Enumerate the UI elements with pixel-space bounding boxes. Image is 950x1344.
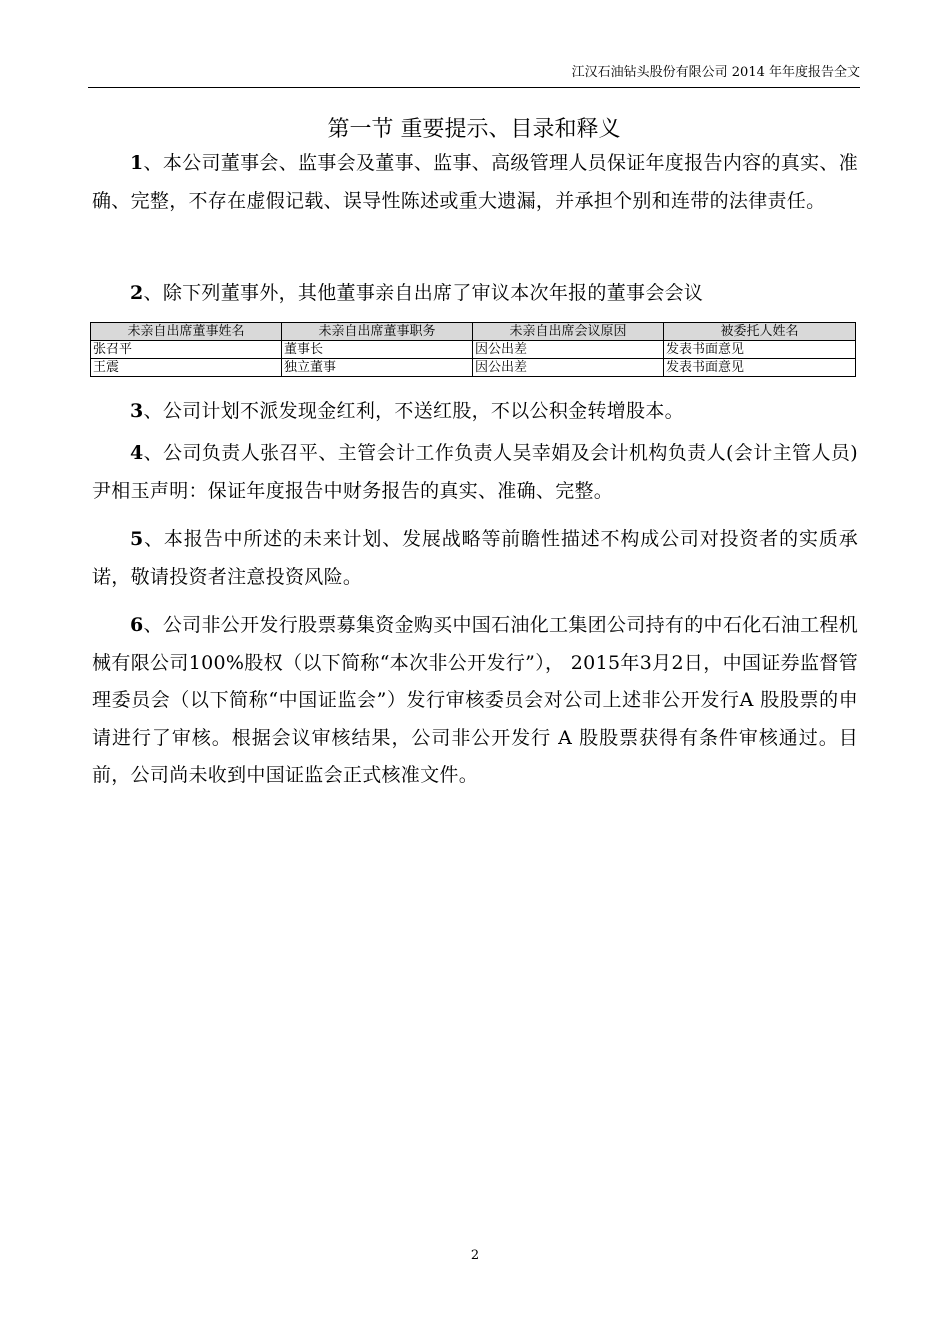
paragraph-number: 3 (130, 400, 144, 422)
column-header: 被委托人姓名 (664, 323, 856, 341)
paragraph-text: 、本公司董事会、监事会及董事、监事、高级管理人员保证年度报告内容的真实、准确、完整，不存在虚假记载、误导性陈述或重大遗漏，并承担个别和连带的法律责任。 (92, 152, 858, 212)
paragraph-1 (92, 145, 858, 220)
paragraph-2 (92, 275, 858, 313)
paragraph-4 (92, 435, 858, 510)
table-header-row (91, 323, 856, 341)
column-header: 未亲自出席董事职务 (282, 323, 473, 341)
table-cell: 独立董事 (282, 359, 473, 377)
table-cell: 张召平 (91, 341, 282, 359)
page-number: 2 (470, 1248, 480, 1263)
paragraph-text: 、公司非公开发行股票募集资金购买中国石油化工集团公司持有的中石化石油工程机械有限公司100%股权（以下简称“本次非公开发行”）， 2015年3月2日，中国证券监督管理委员会（以下简称“中国证监会”）发行审核委员会对公司上述非公开发行A 股股票的申请进行了审核。根据会议审核结果，公司非公开发行 A 股股票获得有条件审核通过。目前，公司尚未收到中国证监会正式核准文件。 (92, 614, 858, 786)
table-cell: 发表书面意见 (664, 341, 856, 359)
paragraph-number: 6 (130, 614, 144, 636)
paragraph-number: 2 (130, 282, 144, 304)
column-header: 未亲自出席会议原因 (473, 323, 664, 341)
table-row (91, 341, 856, 359)
paragraph-3 (92, 393, 858, 431)
table-cell: 因公出差 (473, 359, 664, 377)
paragraph-number: 5 (130, 528, 144, 550)
paragraph-number: 1 (130, 152, 144, 174)
table-cell: 因公出差 (473, 341, 664, 359)
running-header: 江汉石油钻头股份有限公司 2014 年年度报告全文 (571, 65, 860, 80)
paragraph-text: 、公司负责人张召平、主管会计工作负责人吴幸娟及会计机构负责人(会计主管人员)尹相玉声明：保证年度报告中财务报告的真实、准确、完整。 (92, 442, 858, 502)
paragraph-6 (92, 607, 858, 795)
paragraph-text: 、公司计划不派发现金红利，不送红股，不以公积金转增股本。 (143, 400, 684, 422)
paragraph-text: 、本报告中所述的未来计划、发展战略等前瞻性描述不构成公司对投资者的实质承诺，敬请投资者注意投资风险。 (92, 528, 858, 588)
absent-directors-table (90, 322, 856, 377)
column-header: 未亲自出席董事姓名 (91, 323, 282, 341)
table-cell: 董事长 (282, 341, 473, 359)
table-cell: 发表书面意见 (664, 359, 856, 377)
section-title: 第一节 重要提示、目录和释义 (327, 117, 621, 142)
table-row (91, 359, 856, 377)
paragraph-5 (92, 521, 858, 596)
table-cell: 王震 (91, 359, 282, 377)
paragraph-text: 、除下列董事外，其他董事亲自出席了审议本次年报的董事会会议 (143, 282, 704, 304)
paragraph-number: 4 (130, 442, 144, 464)
header-divider (88, 87, 860, 88)
